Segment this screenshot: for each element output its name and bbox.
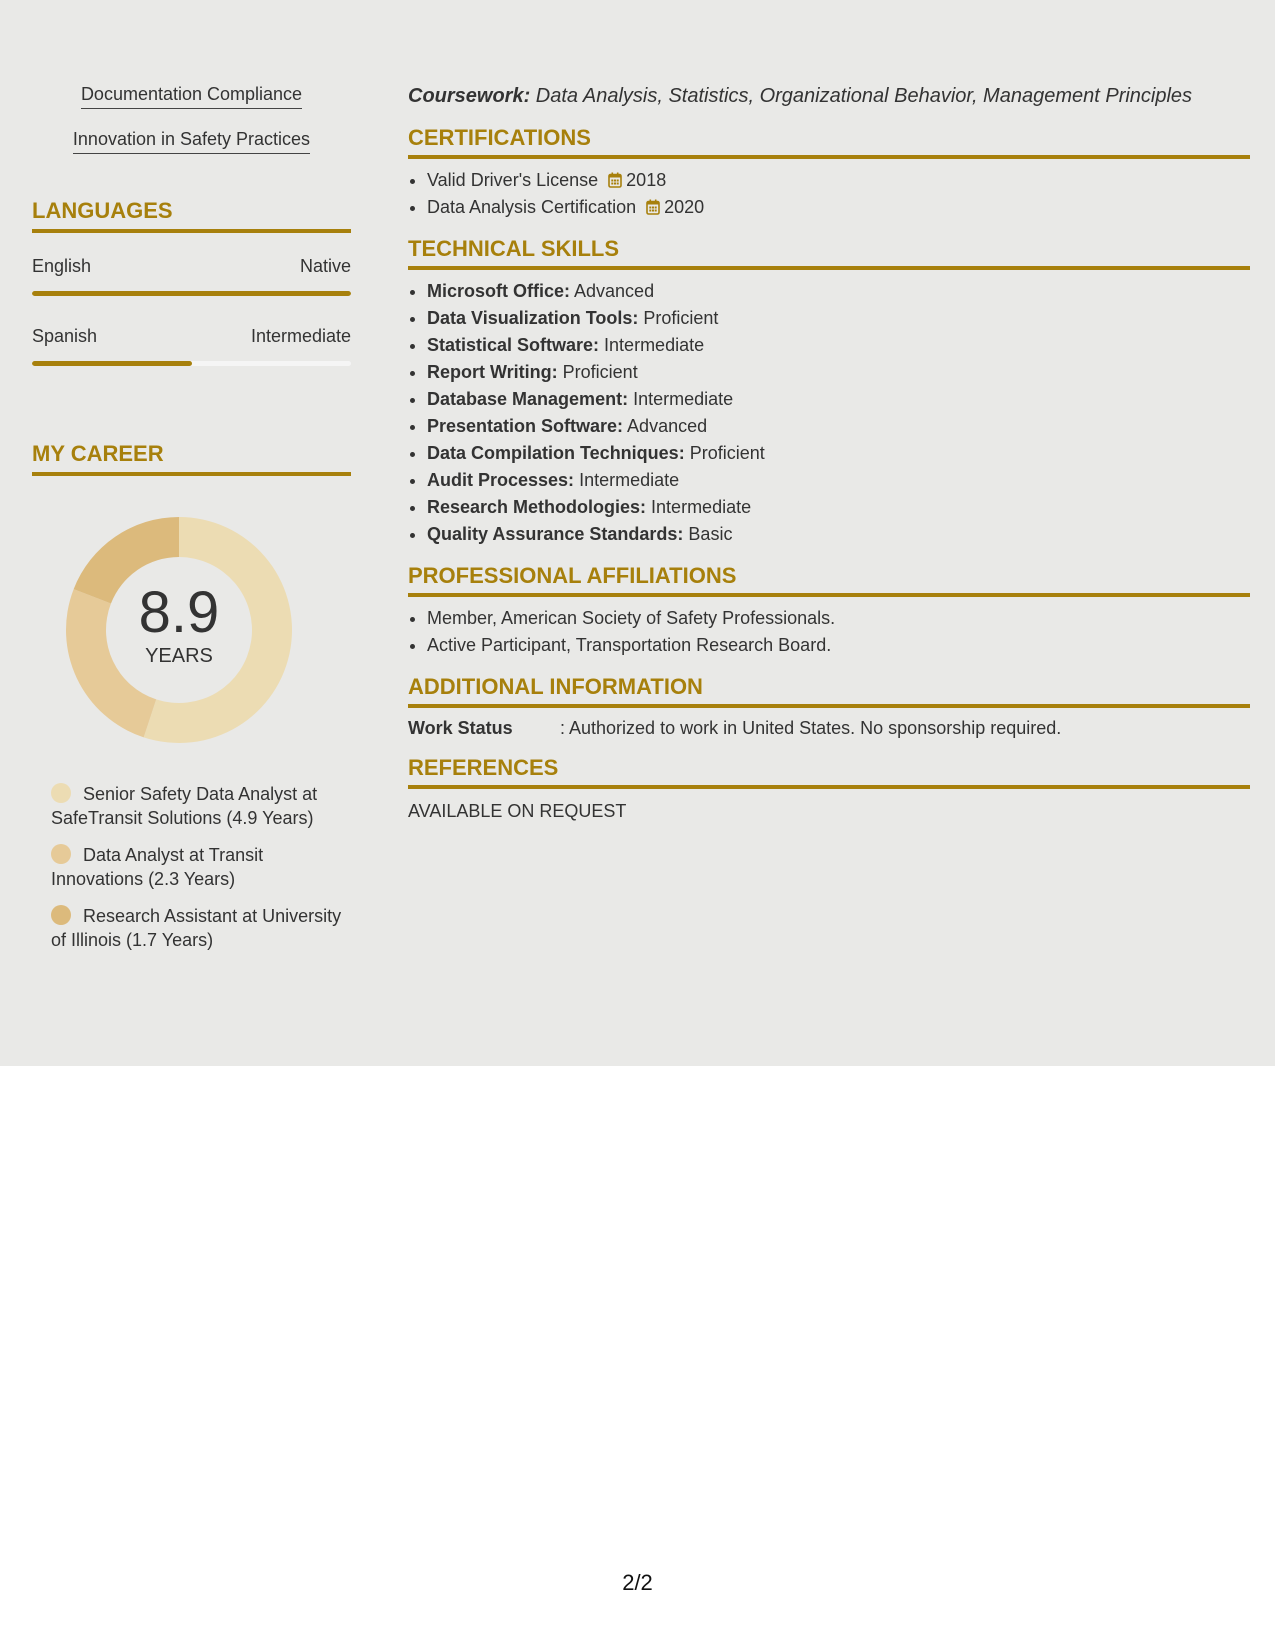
language-proficiency-bar — [32, 361, 351, 366]
technical-skill-item — [427, 359, 1250, 386]
technical-skill-item — [427, 332, 1250, 359]
legend-dot-icon — [51, 844, 71, 864]
career-legend — [32, 782, 351, 952]
legend-label: Research Assistant at University of Illinois (1.7 Years) — [51, 906, 342, 950]
skill-level: Intermediate — [574, 470, 680, 490]
career-total-unit: YEARS — [145, 645, 213, 667]
skill-link-documentation-compliance[interactable]: Documentation Compliance — [81, 83, 302, 109]
skill-level: Basic — [683, 524, 733, 544]
technical-skill-item — [427, 494, 1250, 521]
references-heading: REFERENCES — [408, 754, 1250, 789]
certification-item — [427, 194, 1250, 221]
affiliations-heading: PROFESSIONAL AFFILIATIONS — [408, 562, 1250, 597]
skill-name: Report Writing: — [427, 362, 558, 382]
certification-item — [427, 167, 1250, 194]
skill-level: Intermediate — [599, 335, 705, 355]
references-section — [408, 754, 1250, 823]
technical-skill-item — [427, 386, 1250, 413]
technical-skill-item — [427, 278, 1250, 305]
skill-name: Audit Processes: — [427, 470, 575, 490]
coursework-label: Coursework: — [408, 85, 531, 107]
skill-level: Proficient — [684, 443, 765, 463]
page-number: 2/2 — [622, 1570, 653, 1595]
affiliation-item: • Active Participant, Transportation Research Board. — [427, 632, 1250, 659]
skill-name: Data Visualization Tools: — [427, 308, 639, 328]
affiliation-item: • Member, American Society of Safety Professionals. — [427, 605, 1250, 632]
skill-level: Advanced — [623, 416, 708, 436]
legend-label: Data Analyst at Transit Innovations (2.3 Years) — [51, 845, 264, 889]
technical-skill-item — [427, 440, 1250, 467]
calendar-icon — [646, 199, 660, 215]
references-text: AVAILABLE ON REQUEST — [408, 801, 627, 821]
career-donut-chart — [65, 516, 293, 744]
technical-skills-section — [408, 235, 1250, 548]
legend-item — [51, 782, 351, 830]
career-total-years: 8.9 — [138, 580, 220, 645]
language-english — [32, 255, 351, 296]
legend-dot-icon — [51, 905, 71, 925]
certifications-section — [408, 124, 1250, 221]
skill-name: Database Management: — [427, 389, 629, 409]
coursework-text: Data Analysis, Statistics, Organizational Behavior, Management Principles — [530, 85, 1193, 107]
skill-name: Quality Assurance Standards: — [427, 524, 684, 544]
skill-link-innovation-safety[interactable]: Innovation in Safety Practices — [73, 128, 310, 154]
skill-name: Data Compilation Techniques: — [427, 443, 685, 463]
legend-dot-icon — [51, 783, 71, 803]
certification-year: 2018 — [626, 170, 667, 190]
language-proficiency-fill — [32, 361, 192, 366]
skill-level: Intermediate — [628, 389, 734, 409]
main-content — [408, 82, 1250, 823]
skill-level: Intermediate — [646, 497, 752, 517]
language-proficiency-fill — [32, 291, 351, 296]
technical-skill-item — [427, 413, 1250, 440]
legend-item — [51, 904, 351, 952]
skill-level: Proficient — [557, 362, 638, 382]
skill-level: Advanced — [570, 281, 655, 301]
coursework-line — [408, 82, 1250, 110]
language-level: Intermediate — [250, 326, 351, 346]
career-heading: MY CAREER — [32, 440, 351, 476]
technical-skill-item — [427, 305, 1250, 332]
sidebar — [32, 83, 351, 965]
affiliations-section — [408, 562, 1250, 659]
work-status-label: Work Status — [408, 718, 513, 738]
language-name: Spanish — [32, 326, 98, 346]
legend-label: Senior Safety Data Analyst at SafeTransit Solutions (4.9 Years) — [51, 784, 318, 828]
language-level: Native — [299, 256, 351, 276]
certifications-heading: CERTIFICATIONS — [408, 124, 1250, 159]
technical-skills-heading: TECHNICAL SKILLS — [408, 235, 1250, 270]
language-proficiency-bar — [32, 291, 351, 296]
certification-name: Data Analysis Certification — [427, 197, 637, 217]
languages-heading: LANGUAGES — [32, 197, 351, 233]
technical-skill-item — [427, 467, 1250, 494]
certification-year: 2020 — [664, 197, 705, 217]
skill-name: Research Methodologies: — [427, 497, 647, 517]
certification-name: Valid Driver's License — [427, 170, 599, 190]
calendar-icon — [608, 172, 622, 188]
skill-name: Microsoft Office: — [427, 281, 571, 301]
language-name: English — [32, 256, 92, 276]
additional-info-section — [408, 673, 1250, 740]
skill-level: Proficient — [638, 308, 719, 328]
legend-item — [51, 843, 351, 891]
skill-name: Presentation Software: — [427, 416, 624, 436]
technical-skill-item — [427, 521, 1250, 548]
language-spanish — [32, 325, 351, 366]
work-status-value: : Authorized to work in United States. No sponsorship required. — [560, 718, 1062, 738]
additional-info-heading: ADDITIONAL INFORMATION — [408, 673, 1250, 708]
skill-name: Statistical Software: — [427, 335, 600, 355]
work-status-row — [408, 716, 1250, 740]
